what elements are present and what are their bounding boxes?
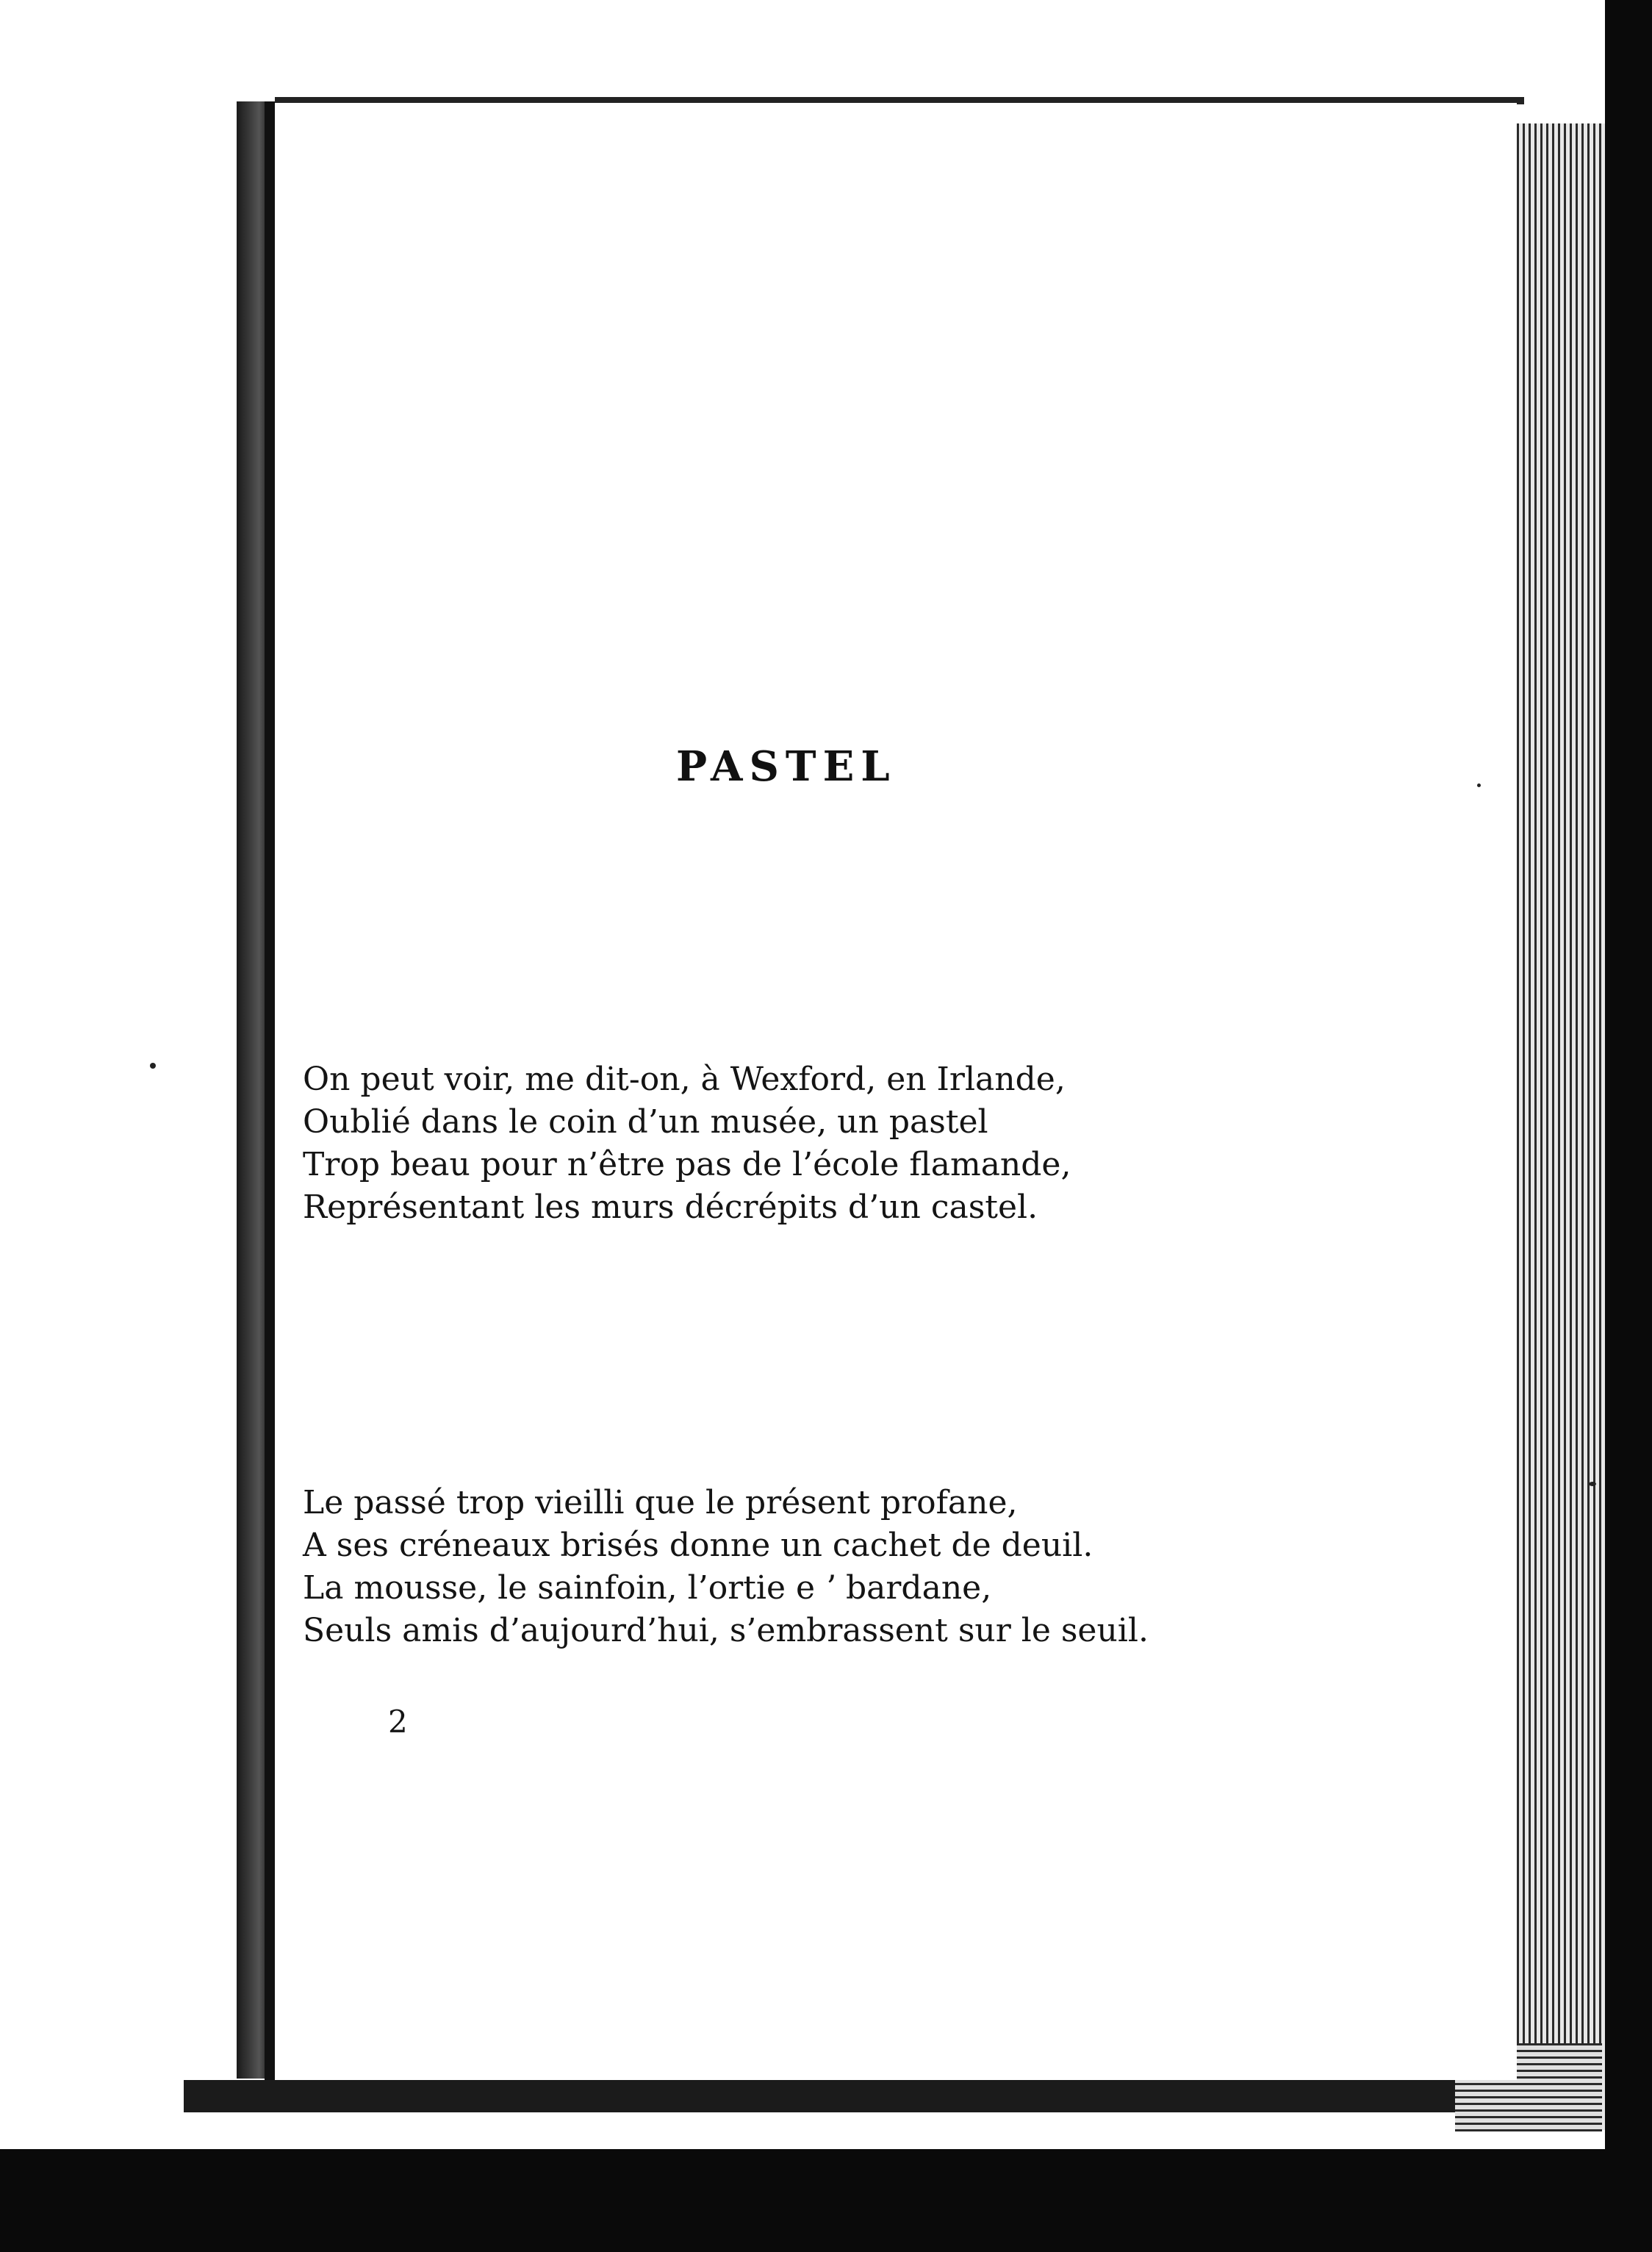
verse-line: Trop beau pour n’être pas de l’école flamande, <box>303 1146 1071 1183</box>
scan-bottom-border <box>0 2149 1652 2252</box>
dust-speck <box>150 1063 156 1069</box>
verse-line: On peut voir, me dit-on, à Wexford, en Irlande, <box>303 1061 1066 1098</box>
verse-line: Représentant les murs décrépits d’un castel. <box>303 1188 1038 1226</box>
verse-line: La mousse, le sainfoin, l’ortie e ʼ bardane, <box>303 1569 992 1607</box>
left-page-edge <box>0 91 235 2083</box>
bottom-shadow <box>184 2080 1602 2112</box>
signature-mark: 2 <box>388 1704 408 1740</box>
stanza-1 <box>303 1058 1071 1229</box>
stanza-2 <box>303 1482 1149 1652</box>
dust-speck <box>1589 1482 1596 1486</box>
verse-line: Le passé trop vieilli que le présent profane, <box>303 1484 1018 1521</box>
verse-line: Seuls amis d’aujourd’hui, s’embrassent sur le seuil. <box>303 1612 1149 1649</box>
poem-title: PASTEL <box>676 742 897 791</box>
scan-top-margin <box>0 0 1652 82</box>
scan-right-border <box>1605 0 1652 2252</box>
verse-line: A ses créneaux brisés donne un cachet de deuil. <box>303 1527 1093 1564</box>
page-block-edges <box>1517 123 1605 2130</box>
dust-speck <box>1477 783 1481 787</box>
gutter-shadow <box>265 101 275 2086</box>
verse-line: Oublié dans le coin d’un musée, un pastel <box>303 1103 988 1141</box>
